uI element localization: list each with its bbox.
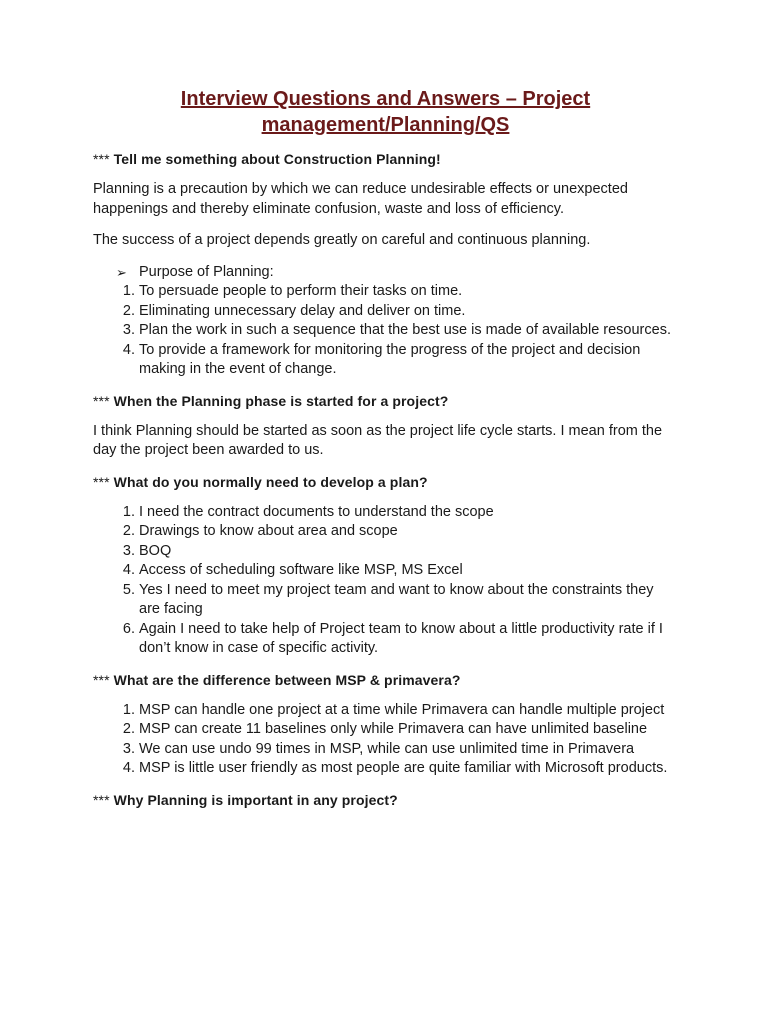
question-stars: *** <box>93 671 110 688</box>
question-heading <box>93 791 678 809</box>
list-item: 1. MSP can handle one project at a time while Primavera can handle multiple project <box>139 701 678 721</box>
document-title <box>93 86 678 138</box>
list-item: 2. Drawings to know about area and scope <box>139 522 678 542</box>
list-item: 4. To provide a framework for monitoring the progress of the project and decision making in the event of change. <box>139 341 678 380</box>
bullet-label: Purpose of Planning: <box>139 263 274 280</box>
list-item: 1. To persuade people to perform their tasks on time. <box>139 282 678 302</box>
list-item: 2. MSP can create 11 baselines only while Primavera can have unlimited baseline <box>139 720 678 740</box>
title-line-1: Interview Questions and Answers – Project <box>180 88 591 110</box>
list-item: 1. I need the contract documents to understand the scope <box>139 503 678 523</box>
answer-paragraph: Planning is a precaution by which we can reduce undesirable effects or unexpected happenings and thereby eliminate confusion, waste and loss of efficiency. <box>93 181 628 217</box>
list-item: 3. We can use undo 99 times in MSP, while can use unlimited time in Primavera <box>139 740 678 760</box>
question-stars: *** <box>93 791 110 808</box>
question-heading <box>93 473 678 491</box>
list-item: 2. Eliminating unnecessary delay and deliver on time. <box>139 302 678 322</box>
title-line-2: management/Planning/QS <box>261 114 510 136</box>
question-stars: *** <box>93 473 110 490</box>
bullet-item <box>93 263 678 283</box>
question-stars: *** <box>93 151 110 167</box>
numbered-list <box>93 503 678 659</box>
answer-paragraph: The success of a project depends greatly on careful and continuous planning. <box>93 232 591 248</box>
list-item: 5. Yes I need to meet my project team and want to know about the constraints they are facing <box>139 581 678 620</box>
question-heading <box>93 671 678 689</box>
question-text: Why Planning is important in any project? <box>113 791 398 808</box>
list-item: 3. Plan the work in such a sequence that the best use is made of available resources. <box>139 321 678 341</box>
list-item: 4. Access of scheduling software like MSP, MS Excel <box>139 561 678 581</box>
question-text: Tell me something about Construction Planning! <box>113 151 441 167</box>
question-text: When the Planning phase is started for a project? <box>113 392 449 409</box>
list-item: 6. Again I need to take help of Project team to know about a little productivity rate if I don’t know in case of specific activity. <box>139 620 678 659</box>
numbered-list <box>93 701 678 779</box>
question-text: What do you normally need to develop a plan? <box>113 473 428 490</box>
question-text: What are the difference between MSP & primavera? <box>113 671 461 688</box>
answer-paragraph: I think Planning should be started as soon as the project life cycle starts. I mean from the day the project been awarded to us. <box>93 422 663 458</box>
list-item: 4. MSP is little user friendly as most people are quite familiar with Microsoft products. <box>139 759 678 779</box>
question-stars: *** <box>93 392 110 409</box>
question-heading <box>93 392 678 410</box>
numbered-list <box>93 282 678 380</box>
question-heading <box>93 150 678 168</box>
arrow-bullet-icon: ➢ <box>116 264 127 280</box>
list-item: 3. BOQ <box>139 542 678 562</box>
